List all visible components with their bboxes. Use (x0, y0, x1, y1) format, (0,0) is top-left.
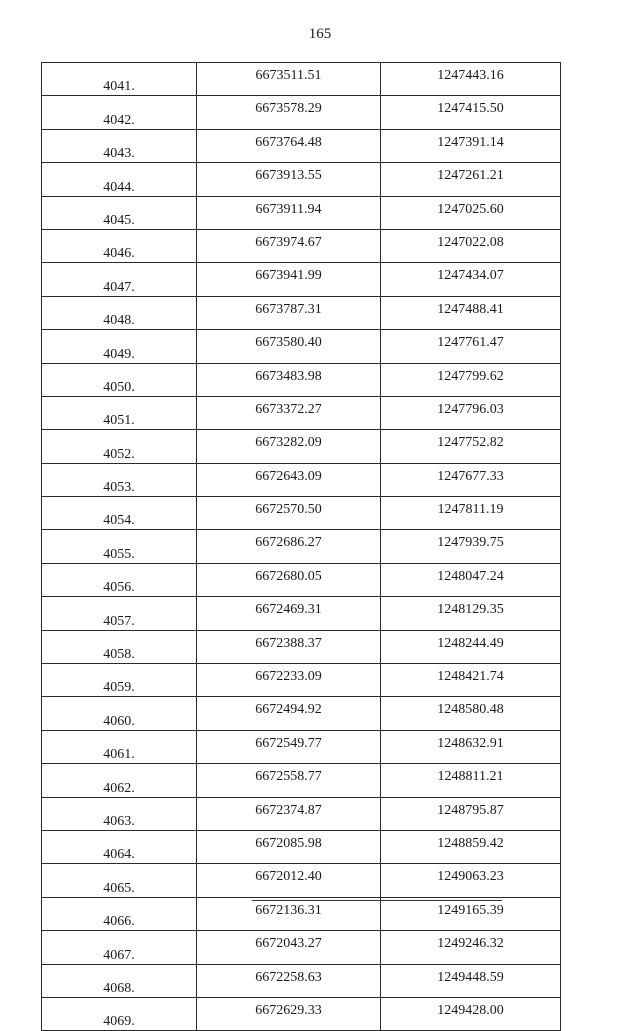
table-row (42, 229, 561, 262)
page-number: 165 (308, 26, 332, 42)
x-coordinate-cell: 6672085.98 (197, 830, 381, 863)
table-row (42, 129, 561, 162)
y-coordinate-cell: 1247261.21 (381, 163, 561, 196)
point-number-cell: 4043. (42, 129, 197, 162)
y-coordinate-cell: 1248244.49 (381, 630, 561, 663)
y-coordinate-cell: 1249246.32 (381, 931, 561, 964)
table-row (42, 363, 561, 396)
y-coordinate-cell: 1247939.75 (381, 530, 561, 563)
y-coordinate-cell: 1247799.62 (381, 363, 561, 396)
point-number-cell: 4050. (42, 363, 197, 396)
y-coordinate-cell: 1247796.03 (381, 396, 561, 429)
table-row (42, 830, 561, 863)
point-number-cell: 4052. (42, 430, 197, 463)
x-coordinate-cell: 6673483.98 (197, 363, 381, 396)
table-row (42, 597, 561, 630)
y-coordinate-cell: 1247761.47 (381, 330, 561, 363)
y-coordinate-cell: 1247443.16 (381, 63, 561, 96)
point-number-cell: 4055. (42, 530, 197, 563)
coordinates-table-body (42, 63, 561, 1031)
point-number-cell: 4053. (42, 463, 197, 496)
x-coordinate-cell: 6672570.50 (197, 497, 381, 530)
x-coordinate-cell: 6673941.99 (197, 263, 381, 296)
point-number-cell: 4056. (42, 563, 197, 596)
x-coordinate-cell: 6673911.94 (197, 196, 381, 229)
y-coordinate-cell: 1248795.87 (381, 797, 561, 830)
x-coordinate-cell: 6673282.09 (197, 430, 381, 463)
table-row (42, 997, 561, 1030)
table-row (42, 563, 561, 596)
x-coordinate-cell: 6673511.51 (197, 63, 381, 96)
table-row (42, 664, 561, 697)
table-row (42, 263, 561, 296)
table-row (42, 463, 561, 496)
y-coordinate-cell: 1247488.41 (381, 296, 561, 329)
table-row (42, 964, 561, 997)
table-row (42, 430, 561, 463)
point-number-cell: 4065. (42, 864, 197, 897)
y-coordinate-cell: 1247022.08 (381, 229, 561, 262)
x-coordinate-cell: 6672558.77 (197, 764, 381, 797)
x-coordinate-cell: 6672136.31 (197, 897, 381, 930)
table-row (42, 630, 561, 663)
point-number-cell: 4059. (42, 664, 197, 697)
point-number-cell: 4067. (42, 931, 197, 964)
x-coordinate-cell: 6672686.27 (197, 530, 381, 563)
point-number-cell: 4042. (42, 96, 197, 129)
point-number-cell: 4064. (42, 830, 197, 863)
x-coordinate-cell: 6673580.40 (197, 330, 381, 363)
x-coordinate-cell: 6672469.31 (197, 597, 381, 630)
table-row (42, 530, 561, 563)
y-coordinate-cell: 1248047.24 (381, 563, 561, 596)
y-coordinate-cell: 1249428.00 (381, 997, 561, 1030)
y-coordinate-cell: 1249165.39 (381, 897, 561, 930)
point-number-cell: 4049. (42, 330, 197, 363)
y-coordinate-cell: 1249448.59 (381, 964, 561, 997)
table-row (42, 730, 561, 763)
y-coordinate-cell: 1248421.74 (381, 664, 561, 697)
point-number-cell: 4054. (42, 497, 197, 530)
y-coordinate-cell: 1247025.60 (381, 196, 561, 229)
point-number-cell: 4045. (42, 196, 197, 229)
table-row (42, 396, 561, 429)
table-row (42, 864, 561, 897)
coordinates-table (41, 62, 561, 1031)
x-coordinate-cell: 6673913.55 (197, 163, 381, 196)
bottom-rule (252, 900, 502, 901)
y-coordinate-cell: 1249063.23 (381, 864, 561, 897)
table-row (42, 764, 561, 797)
x-coordinate-cell: 6673787.31 (197, 296, 381, 329)
point-number-cell: 4060. (42, 697, 197, 730)
x-coordinate-cell: 6672680.05 (197, 563, 381, 596)
x-coordinate-cell: 6672629.33 (197, 997, 381, 1030)
y-coordinate-cell: 1248129.35 (381, 597, 561, 630)
point-number-cell: 4068. (42, 964, 197, 997)
table-row (42, 330, 561, 363)
x-coordinate-cell: 6673974.67 (197, 229, 381, 262)
table-row (42, 497, 561, 530)
y-coordinate-cell: 1248632.91 (381, 730, 561, 763)
point-number-cell: 4058. (42, 630, 197, 663)
point-number-cell: 4061. (42, 730, 197, 763)
point-number-cell: 4047. (42, 263, 197, 296)
y-coordinate-cell: 1248580.48 (381, 697, 561, 730)
point-number-cell: 4041. (42, 63, 197, 96)
y-coordinate-cell: 1247391.14 (381, 129, 561, 162)
table-row (42, 196, 561, 229)
x-coordinate-cell: 6672043.27 (197, 931, 381, 964)
point-number-cell: 4048. (42, 296, 197, 329)
y-coordinate-cell: 1248811.21 (381, 764, 561, 797)
x-coordinate-cell: 6672374.87 (197, 797, 381, 830)
point-number-cell: 4051. (42, 396, 197, 429)
y-coordinate-cell: 1247752.82 (381, 430, 561, 463)
x-coordinate-cell: 6672643.09 (197, 463, 381, 496)
x-coordinate-cell: 6672549.77 (197, 730, 381, 763)
x-coordinate-cell: 6673372.27 (197, 396, 381, 429)
table-row (42, 96, 561, 129)
table-row (42, 931, 561, 964)
table-row (42, 797, 561, 830)
x-coordinate-cell: 6672258.63 (197, 964, 381, 997)
table-row (42, 296, 561, 329)
point-number-cell: 4063. (42, 797, 197, 830)
table-row (42, 897, 561, 930)
x-coordinate-cell: 6672233.09 (197, 664, 381, 697)
point-number-cell: 4062. (42, 764, 197, 797)
x-coordinate-cell: 6672388.37 (197, 630, 381, 663)
x-coordinate-cell: 6673764.48 (197, 129, 381, 162)
table-row (42, 63, 561, 96)
y-coordinate-cell: 1247811.19 (381, 497, 561, 530)
x-coordinate-cell: 6672012.40 (197, 864, 381, 897)
point-number-cell: 4046. (42, 229, 197, 262)
y-coordinate-cell: 1247434.07 (381, 263, 561, 296)
table-row (42, 163, 561, 196)
point-number-cell: 4066. (42, 897, 197, 930)
x-coordinate-cell: 6672494.92 (197, 697, 381, 730)
point-number-cell: 4069. (42, 997, 197, 1030)
point-number-cell: 4057. (42, 597, 197, 630)
x-coordinate-cell: 6673578.29 (197, 96, 381, 129)
y-coordinate-cell: 1247415.50 (381, 96, 561, 129)
y-coordinate-cell: 1248859.42 (381, 830, 561, 863)
point-number-cell: 4044. (42, 163, 197, 196)
table-row (42, 697, 561, 730)
y-coordinate-cell: 1247677.33 (381, 463, 561, 496)
